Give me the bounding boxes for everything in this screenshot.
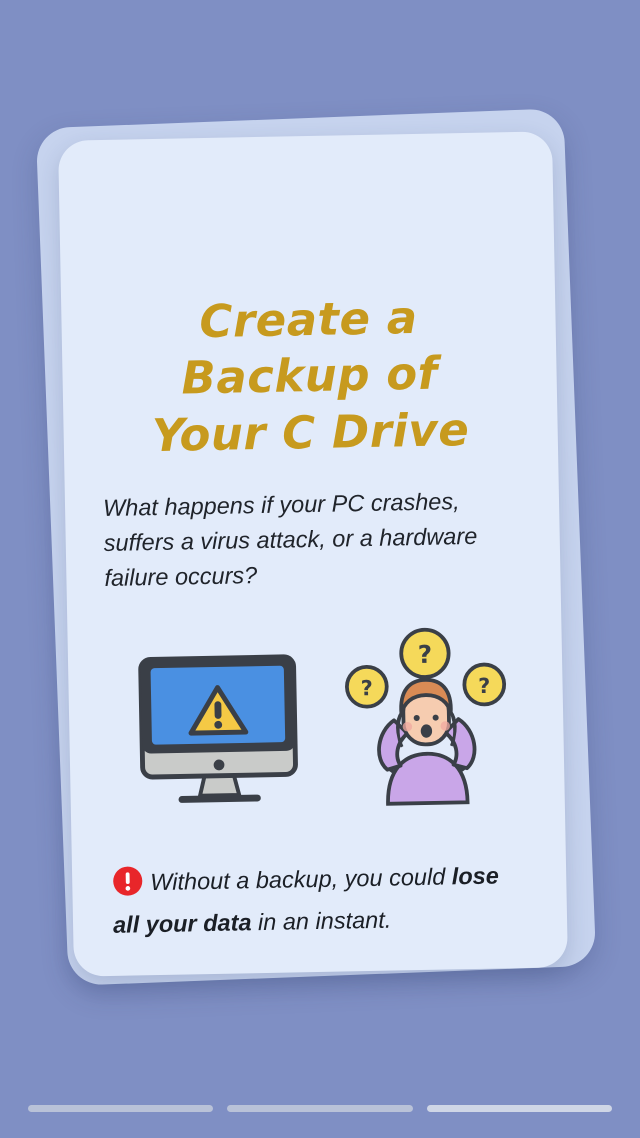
svg-text:?: ? bbox=[478, 673, 491, 699]
page-title bbox=[91, 288, 528, 465]
warning-note-emphasis: lose all your data bbox=[112, 861, 500, 938]
confused-person-question-marks-illustration bbox=[338, 625, 514, 813]
subtitle-text: What happens if your PC crashes, suffers a virus attack, or a hardware failure occurs? bbox=[102, 487, 478, 592]
page-title-line1: Create a Backup of bbox=[180, 290, 439, 405]
desktop-monitor-warning-illustration bbox=[118, 621, 318, 826]
progress-segment-2[interactable] bbox=[227, 1105, 412, 1112]
warning-note bbox=[102, 856, 537, 943]
progress-segment-3[interactable] bbox=[427, 1105, 612, 1112]
warning-note-prefix: Without a backup, you could bbox=[150, 862, 453, 895]
page-title-line2: Your C Drive bbox=[151, 402, 470, 462]
svg-text:?: ? bbox=[360, 676, 374, 701]
progress-segment-1[interactable] bbox=[28, 1105, 213, 1112]
slide-card bbox=[58, 131, 568, 976]
exclamation-circle-icon bbox=[112, 865, 144, 907]
svg-text:?: ? bbox=[417, 639, 433, 670]
illustration-row bbox=[97, 612, 535, 830]
warning-note-suffix: in an instant. bbox=[251, 906, 392, 936]
progress-indicator bbox=[0, 1105, 640, 1112]
